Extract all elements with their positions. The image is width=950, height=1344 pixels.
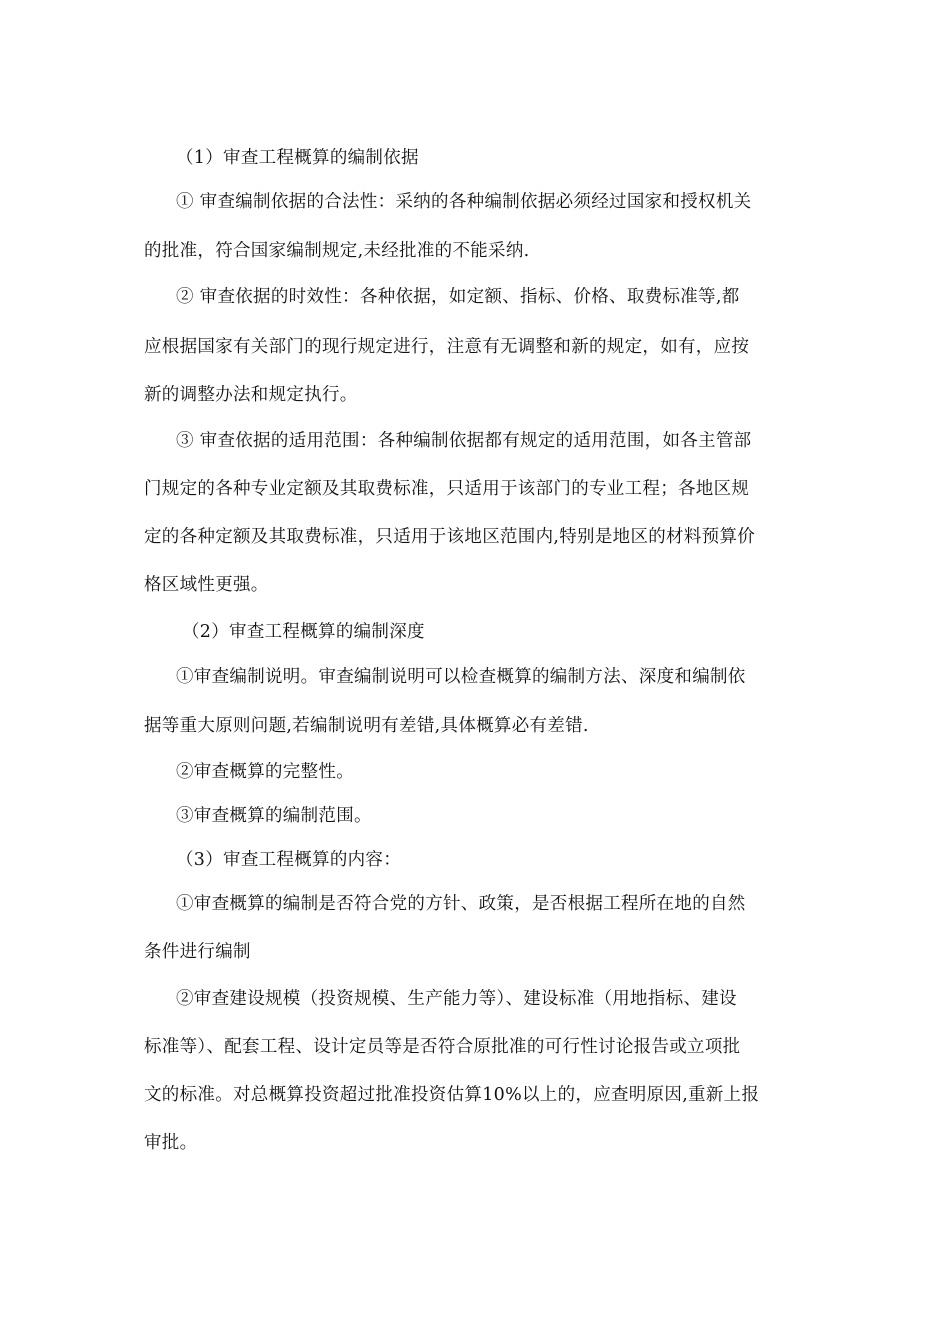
- paragraph-line: 标准等）、配套工程、设计定员等是否符合原批准的可行性讨论报告或立项批: [144, 1037, 741, 1057]
- paragraph-line: 门规定的各种专业定额及其取费标准，只适用于该部门的专业工程；各地区规: [144, 479, 750, 499]
- heading-3: （3）审查工程概算的内容：: [176, 850, 402, 870]
- paragraph-line: ②审查建设规模（投资规模、生产能力等）、建设标准（用地指标、建设: [176, 989, 737, 1009]
- paragraph-line: ③ 审查依据的适用范围：各种编制依据都有规定的适用范围，如各主管部: [176, 431, 752, 451]
- paragraph-line: 的批准，符合国家编制规定,未经批准的不能采纳.: [144, 241, 530, 261]
- paragraph-line: ① 审查编制依据的合法性：采纳的各种编制依据必须经过国家和授权机关: [176, 192, 752, 212]
- paragraph-line: 条件进行编制: [144, 942, 251, 962]
- paragraph-line: ①审查概算的编制是否符合党的方针、政策，是否根据工程所在地的自然: [176, 894, 746, 914]
- paragraph-line: ②审查概算的完整性。: [176, 762, 354, 782]
- paragraph-line: 格区域性更强。: [144, 575, 269, 595]
- paragraph-line: 应根据国家有关部门的现行规定进行，注意有无调整和新的规定，如有，应按: [144, 337, 750, 357]
- paragraph-line: 新的调整办法和规定执行。: [144, 385, 358, 405]
- paragraph-line: ② 审查依据的时效性：各种依据，如定额、指标、价格、取费标准等,都: [176, 287, 740, 307]
- heading-1: （1）审查工程概算的编制依据: [176, 148, 419, 168]
- paragraph-line: ①审查编制说明。审查编制说明可以检查概算的编制方法、深度和编制依: [176, 667, 746, 687]
- paragraph-line: ③审查概算的编制范围。: [176, 806, 372, 826]
- paragraph-line: 定的各种定额及其取费标准，只适用于该地区范围内,特别是地区的材料预算价: [144, 527, 756, 547]
- paragraph-line: 据等重大原则问题,若编制说明有差错,具体概算必有差错.: [144, 716, 589, 736]
- paragraph-line: 审批。: [144, 1133, 198, 1153]
- heading-2: （2）审查工程概算的编制深度: [182, 622, 425, 642]
- paragraph-line: 文的标准。对总概算投资超过批准投资估算10%以上的，应查明原因,重新上报: [144, 1085, 760, 1105]
